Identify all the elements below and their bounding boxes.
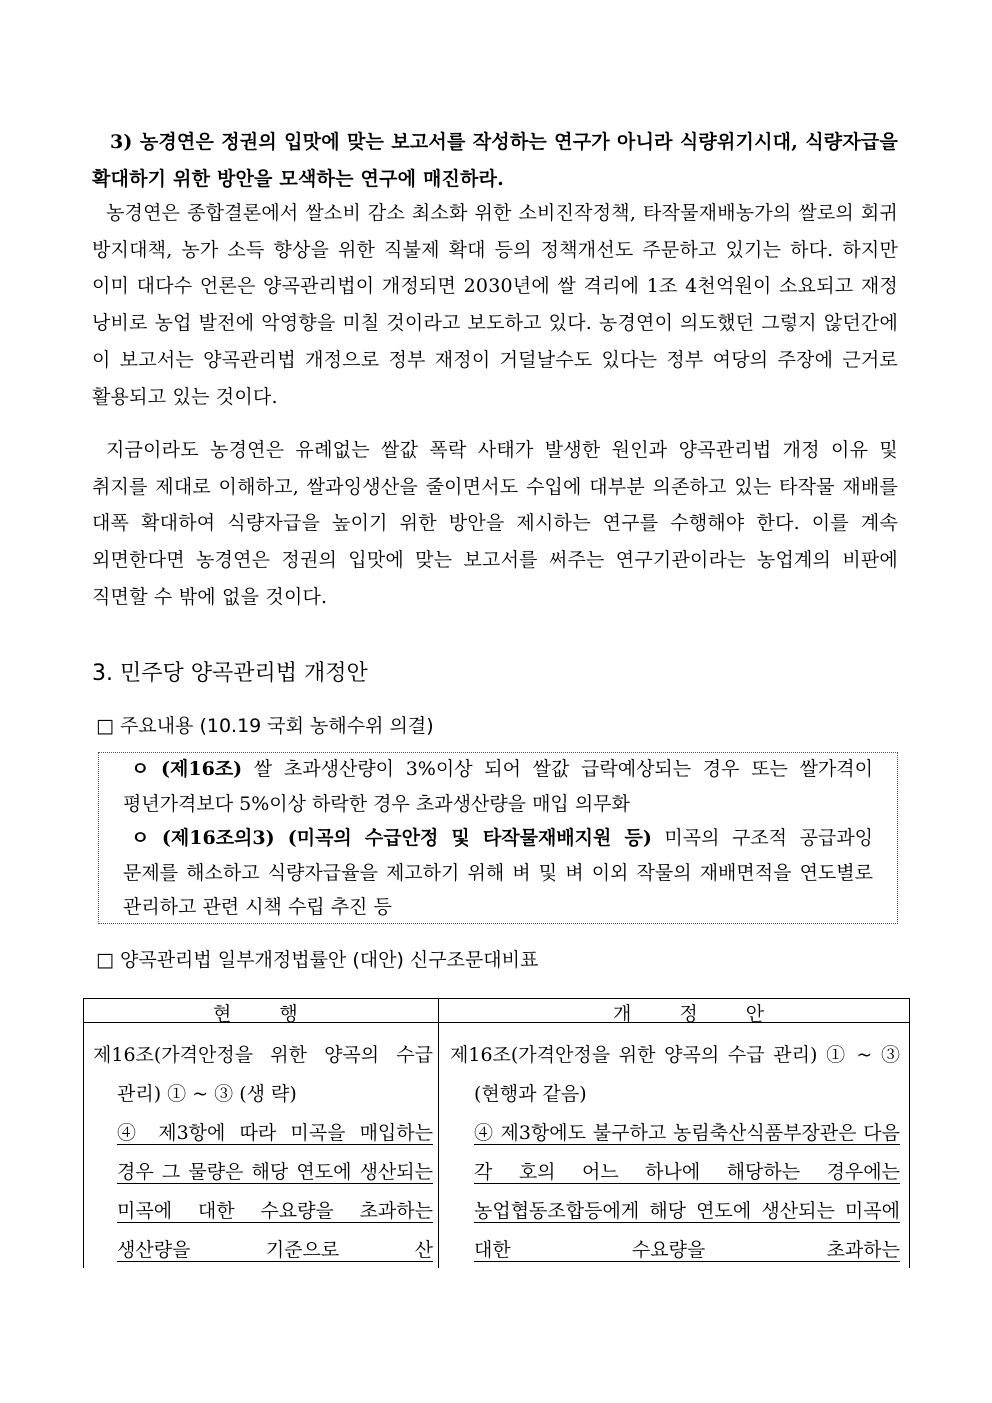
bullet-marker: ㅇ bbox=[131, 758, 150, 780]
paragraph-1: 농경연은 종합결론에서 쌀소비 감소 최소화 위한 소비진작정책, 타작물재배농가의 쌀로의 회귀 방지대책, 농가 소득 향상을 위한 직불제 확대 등의 정책개선도 주문하고 있기는 하다. 하지만 이미 대다수 언론은 양곡관리법이 개정되면 2030년에 쌀 격리에 1조 4천억원이 소요되고 재정 낭비로 농업 발전에 악영향을 미칠 것이라고 보도하고 있다. 농경연이 의도했던 그렇지 않던간에 이 보고서는 양곡관리법 개정으로 정부 재정이 거덜날수도 있다는 정부 여당의 주장에 근거로 활용되고 있는 것이다. bbox=[92, 202, 898, 408]
summary-label: □ 주요내용 (10.19 국회 농해수위 의결) bbox=[96, 715, 434, 737]
bullet-marker: ㅇ bbox=[131, 827, 150, 849]
summary-item-2 bbox=[99, 821, 897, 925]
current-article-title: 제16조(가격안정을 위한 양곡의 수급 관리) ① ~ ③ (생 략) bbox=[93, 1044, 433, 1105]
chapter-title: 3. 민주당 양곡관리법 개정안 bbox=[92, 661, 368, 686]
header-current: 현행 bbox=[213, 1003, 346, 1025]
paragraph-2: 지금이라도 농경연은 유례없는 쌀값 폭락 사태가 발생한 원인과 양곡관리법 개정 이유 및 취지를 제대로 이해하고, 쌀과잉생산을 줄이면서도 수입에 대부분 의존하고 있는 타작물 재배를 대폭 확대하여 식량자급을 높이기 위한 방안을 제시하는 연구를 수행해야 한다. 이를 계속 외면한다면 농경연은 정권의 입맛에 맞는 보고서를 써주는 연구기관이라는 농업계의 비판에 직면할 수 밖에 없을 것이다. bbox=[92, 439, 898, 608]
item1-text: 쌀 초과생산량이 3%이상 되어 쌀값 급락예상되는 경우 또는 쌀가격이 평년가격보다 5%이상 하락한 경우 초과생산량을 매입 의무화 bbox=[123, 758, 873, 815]
table-left-border bbox=[83, 998, 84, 1268]
revised-cell bbox=[450, 1036, 900, 1270]
summary-box bbox=[98, 752, 898, 924]
table-middle-border bbox=[438, 998, 439, 1268]
table-right-border bbox=[909, 998, 910, 1268]
current-cell bbox=[93, 1036, 433, 1270]
summary-item-1 bbox=[99, 752, 897, 821]
item1-article: (제16조) bbox=[161, 758, 243, 780]
current-paragraph-4: ④ 제3항에 따라 미곡을 매입하는 경우 그 물량은 해당 연도에 생산되는 미곡에 대한 수요량을 초과하는 생산량을 기준으로 산 bbox=[117, 1122, 433, 1261]
item2-article: (제16조의3) (미곡의 수급안정 및 타작물재배지원 등) bbox=[161, 827, 652, 849]
revised-article-title: 제16조(가격안정을 위한 양곡의 수급 관리) ① ~ ③ (현행과 같음) bbox=[450, 1044, 900, 1105]
header-revised: 개정안 bbox=[613, 1003, 813, 1025]
revised-paragraph-4: ④ 제3항에도 불구하고 농림축산식품부장관은 다음 각 호의 어느 하나에 해당하는 경우에는 농업협동조합등에게 해당 연도에 생산되는 미곡에 대한 수요량을 초과하는 bbox=[474, 1122, 900, 1261]
section-heading: 3) 농경연은 정권의 입맛에 맞는 보고서를 작성하는 연구가 아니라 식량위기시대, 식량자급을 확대하기 위한 방안을 모색하는 연구에 매진하라. bbox=[92, 131, 898, 190]
comparison-table bbox=[83, 998, 910, 1268]
item2-text: 미곡의 구조적 공급과잉 문제를 해소하고 식량자급율을 제고하기 위해 벼 및 벼 이외 작물의 재배면적을 연도별로 관리하고 관련 시책 수립 추진 등 bbox=[123, 827, 873, 918]
table-label: □ 양곡관리법 일부개정법률안 (대안) 신구조문대비표 bbox=[96, 949, 539, 971]
